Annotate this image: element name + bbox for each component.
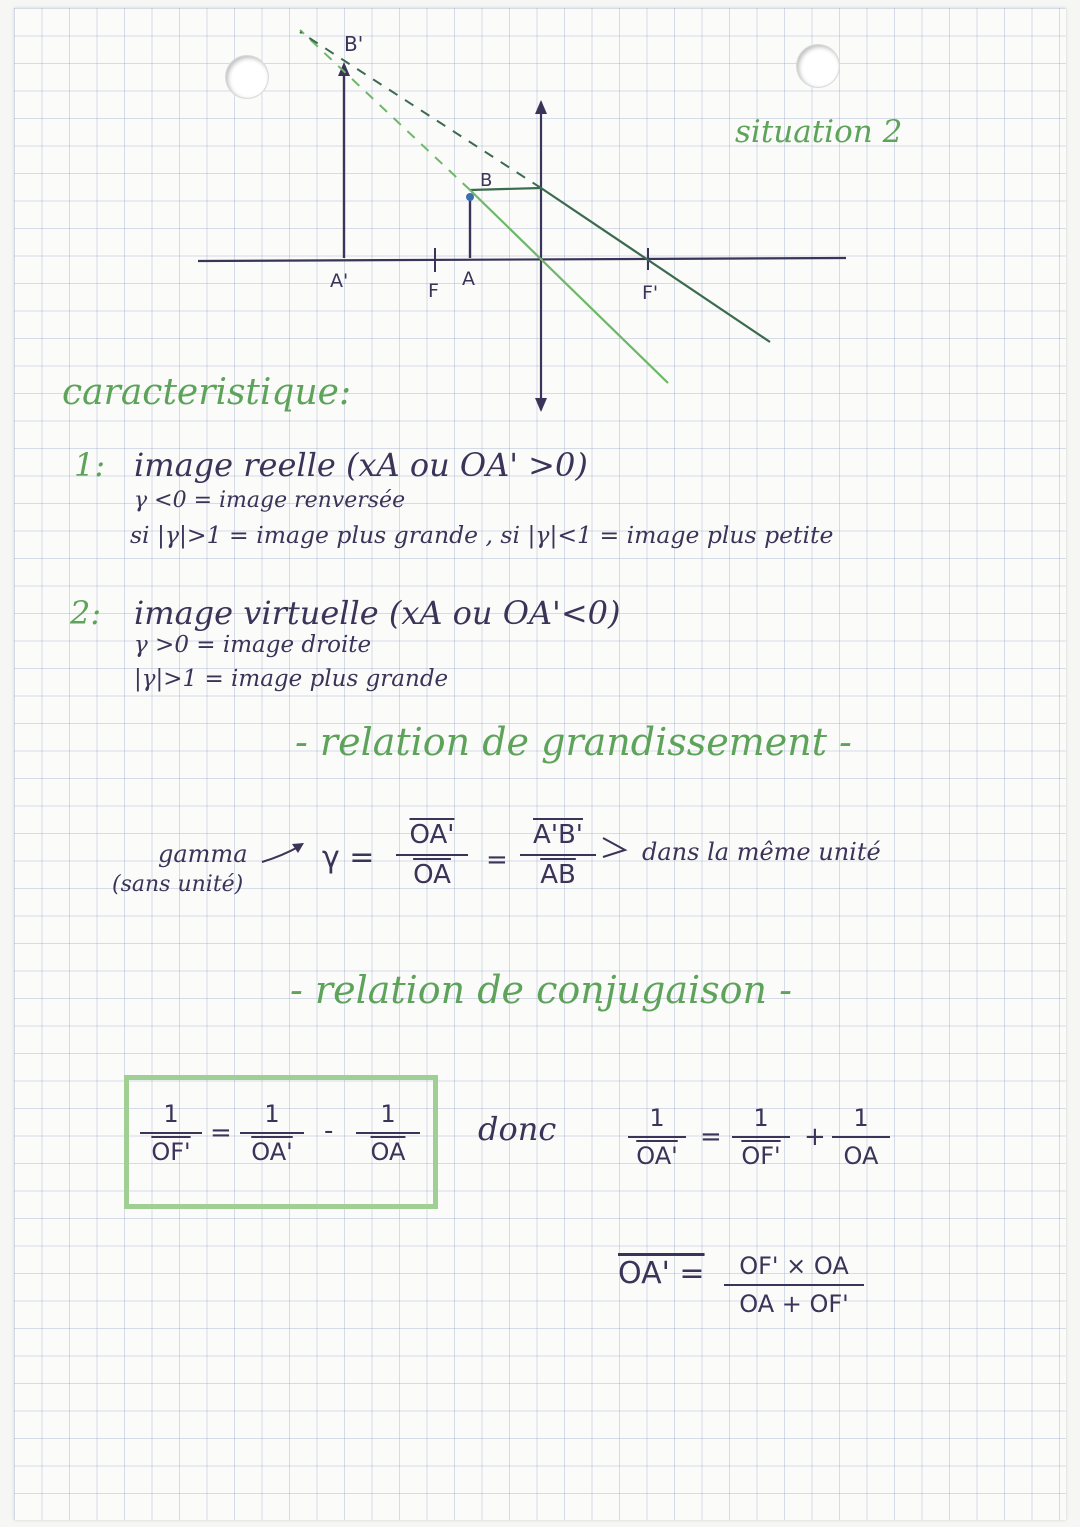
case2-line2: γ >0 = image droite bbox=[134, 632, 372, 658]
fraction-numerator: 1 bbox=[753, 1104, 769, 1132]
fraction-denominator: OF' bbox=[151, 1138, 191, 1166]
label-b-prime: B' bbox=[344, 32, 364, 56]
result-fraction bbox=[724, 1252, 864, 1318]
fraction-numerator: 1 bbox=[163, 1100, 179, 1128]
label-b: B bbox=[480, 170, 493, 191]
grandissement-title: - relation de grandissement - bbox=[295, 720, 852, 764]
case2-label: 2: bbox=[70, 594, 102, 632]
fraction-denominator: OA' bbox=[251, 1138, 293, 1166]
case2-line1: image virtuelle (xA ou OA'<0) bbox=[134, 594, 621, 632]
fraction-denominator: OF' bbox=[741, 1142, 781, 1170]
fraction-numerator: 1 bbox=[853, 1104, 869, 1132]
fraction-denominator: OA bbox=[370, 1138, 406, 1166]
plus-sign: + bbox=[804, 1122, 826, 1152]
fraction-numerator: OA' bbox=[409, 820, 455, 850]
equals-sign: = bbox=[486, 845, 508, 875]
rhs-fraction-1 bbox=[628, 1104, 686, 1170]
fraction-numerator: 1 bbox=[264, 1100, 280, 1128]
case1-line1: image reelle (xA ou OA' >0) bbox=[134, 446, 588, 484]
fraction-numerator: A'B' bbox=[533, 820, 583, 850]
case1-line3: si |γ|>1 = image plus grande , si |γ|<1 = image plus petite bbox=[130, 521, 834, 549]
label-f-prime: F' bbox=[642, 282, 659, 304]
boxed-fraction-1 bbox=[140, 1100, 202, 1166]
fraction-denominator: OA + OF' bbox=[739, 1290, 849, 1318]
fraction-denominator: OA bbox=[843, 1142, 879, 1170]
boxed-fraction-3 bbox=[356, 1100, 420, 1166]
case1-line2: γ <0 = image renversée bbox=[134, 488, 406, 513]
gamma-unit: (sans unité) bbox=[112, 872, 244, 897]
minus-sign: - bbox=[324, 1116, 334, 1146]
rhs-fraction-3 bbox=[832, 1104, 890, 1170]
gamma-fraction-1 bbox=[396, 820, 468, 890]
gamma-symbol: γ = bbox=[322, 840, 375, 875]
gamma-word: gamma bbox=[158, 840, 248, 868]
result-lhs: OA' = bbox=[618, 1256, 705, 1291]
rhs-fraction-2 bbox=[732, 1104, 790, 1170]
case1-label: 1: bbox=[74, 446, 106, 484]
label-f: F bbox=[428, 280, 439, 302]
fraction-denominator: OA bbox=[413, 860, 451, 890]
label-a-prime: A' bbox=[330, 270, 349, 292]
gamma-fraction-2 bbox=[520, 820, 596, 890]
case2-line3: |γ|>1 = image plus grande bbox=[134, 666, 449, 692]
fraction-numerator: 1 bbox=[380, 1100, 396, 1128]
boxed-fraction-2 bbox=[240, 1100, 304, 1166]
donc-word: donc bbox=[478, 1110, 557, 1148]
equals-sign: = bbox=[700, 1122, 722, 1152]
same-unit-note: dans la même unité bbox=[642, 838, 881, 866]
section-title: caracteristique: bbox=[62, 372, 352, 413]
fraction-numerator: OF' × OA bbox=[739, 1252, 849, 1280]
equals-sign: = bbox=[210, 1118, 232, 1148]
fraction-numerator: 1 bbox=[649, 1104, 665, 1132]
label-a: A bbox=[462, 268, 475, 290]
fraction-denominator: OA' bbox=[636, 1142, 678, 1170]
fraction-denominator: AB bbox=[540, 860, 576, 890]
conjugaison-title: - relation de conjugaison - bbox=[290, 968, 792, 1012]
situation-title: situation 2 bbox=[735, 114, 903, 150]
